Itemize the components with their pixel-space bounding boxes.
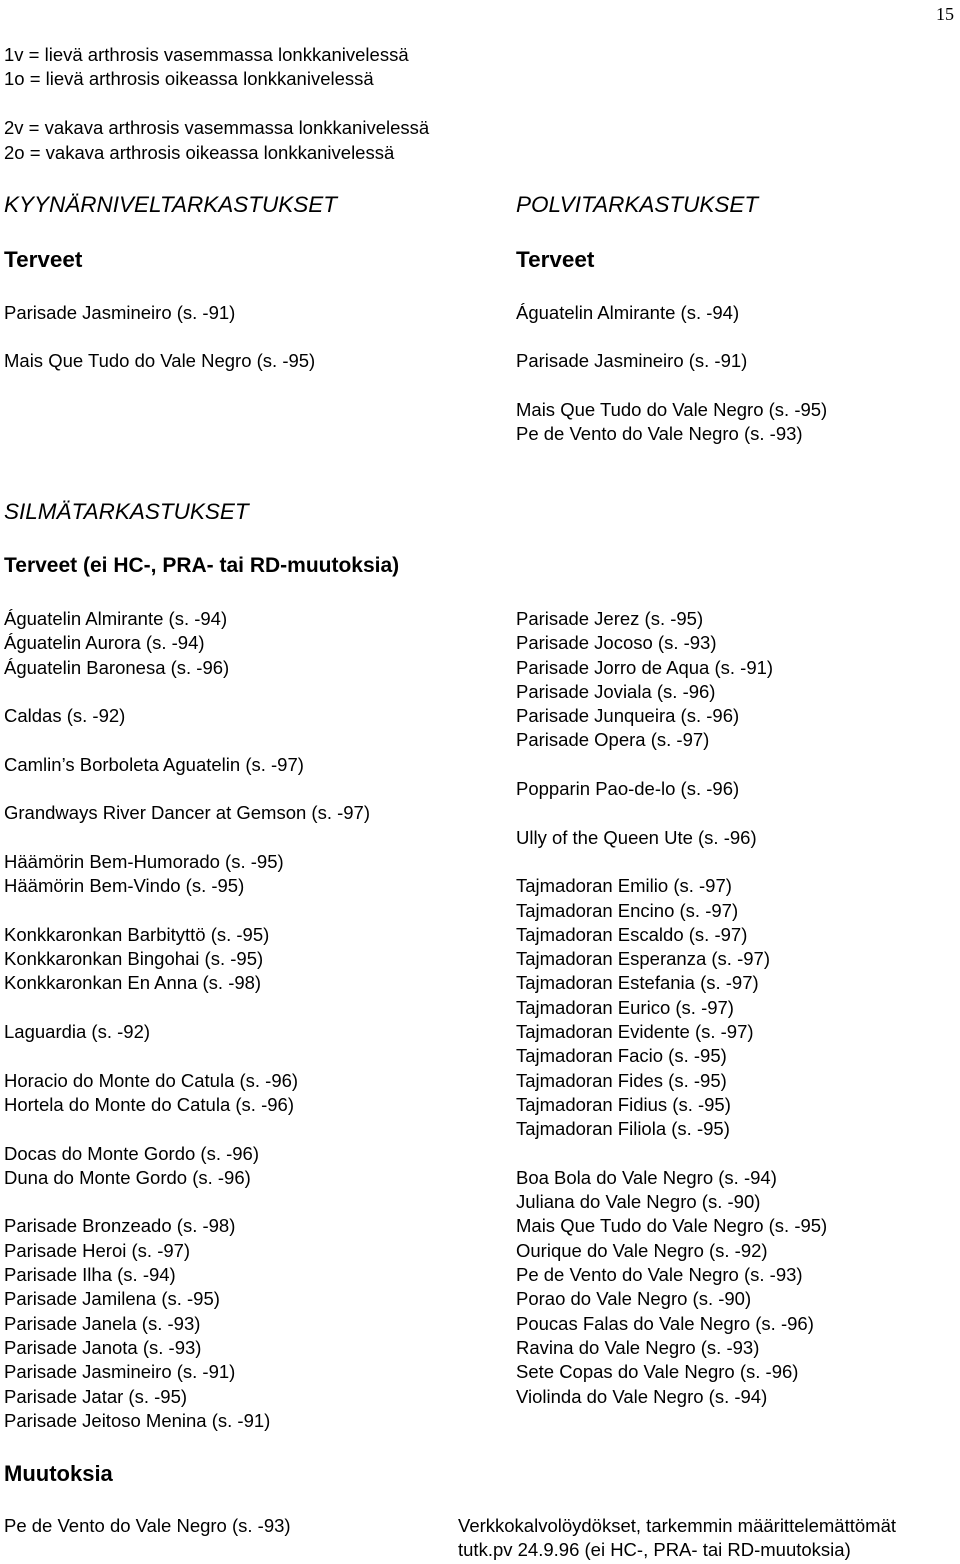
eye-list-spacer (4, 728, 370, 752)
changes-heading: Muutoksia (4, 1461, 113, 1486)
eye-list-item: Häämörin Bem-Humorado (s. -95) (4, 850, 284, 872)
eye-list-item: Águatelin Baronesa (s. -96) (4, 656, 230, 678)
eye-list-spacer (516, 801, 827, 825)
eye-list-spacer (516, 1142, 827, 1166)
elbow-subheading: Terveet (4, 247, 83, 272)
eye-list-item: Tajmadoran Fidius (s. -95) (516, 1093, 731, 1115)
eye-list-item: Parisade Jatar (s. -95) (4, 1385, 188, 1407)
eye-list-item: Parisade Jeitoso Menina (s. -91) (4, 1409, 271, 1431)
eye-list-item: Docas do Monte Gordo (s. -96) (4, 1142, 259, 1164)
eye-list-item: Ravina do Vale Negro (s. -93) (516, 1336, 760, 1358)
eye-list-item: Horacio do Monte do Catula (s. -96) (4, 1069, 299, 1091)
eye-list-item: Laguardia (s. -92) (4, 1021, 151, 1043)
eye-list-item: Porao do Vale Negro (s. -90) (516, 1288, 752, 1310)
eye-list-spacer (516, 850, 827, 874)
eye-list-item: Konkkaronkan Bingohai (s. -95) (4, 948, 264, 970)
page-number: 15 (936, 4, 954, 24)
eye-list-item: Juliana do Vale Negro (s. -90) (516, 1191, 761, 1213)
eye-list-item: Häämörin Bem-Vindo (s. -95) (4, 875, 245, 897)
eye-list-item: Parisade Jamilena (s. -95) (4, 1288, 220, 1310)
eye-list-item: Parisade Ilha (s. -94) (4, 1264, 176, 1286)
eye-list-item: Parisade Jorro de Aqua (s. -91) (516, 656, 774, 678)
eye-list-item: Tajmadoran Encino (s. -97) (516, 899, 739, 921)
eye-list-item: Águatelin Aurora (s. -94) (4, 632, 205, 654)
eye-list-item: Tajmadoran Estefania (s. -97) (516, 972, 759, 994)
eye-list-item: Ourique do Vale Negro (s. -92) (516, 1239, 768, 1261)
eye-list-item: Duna do Monte Gordo (s. -96) (4, 1166, 251, 1188)
eye-list-spacer (4, 1117, 370, 1141)
eye-list-item: Poucas Falas do Vale Negro (s. -96) (516, 1312, 814, 1334)
eye-list-item: Tajmadoran Escaldo (s. -97) (516, 923, 748, 945)
eye-list-item: Tajmadoran Evidente (s. -97) (516, 1021, 754, 1043)
knee-item: Pe de Vento do Vale Negro (s. -93) (516, 423, 803, 444)
eye-list-item: Grandways River Dancer at Gemson (s. -97) (4, 802, 371, 824)
eye-list-item: Parisade Jasmineiro (s. -91) (4, 1361, 236, 1383)
eye-list-item: Konkkaronkan En Anna (s. -98) (4, 972, 262, 994)
eye-list-spacer (4, 1044, 370, 1068)
eye-list-item: Tajmadoran Filiola (s. -95) (516, 1118, 730, 1140)
eye-list-item: Parisade Jocoso (s. -93) (516, 632, 717, 654)
eye-subheading: Terveet (ei HC-, PRA- tai RD-muutoksia) (4, 554, 400, 577)
eye-list-item: Parisade Opera (s. -97) (516, 729, 710, 751)
eye-list-item: Caldas (s. -92) (4, 705, 126, 727)
eye-list-item: Mais Que Tudo do Vale Negro (s. -95) (516, 1215, 828, 1237)
changes-note-line-1: Verkkokalvolöydökset, tarkemmin määrittelemättömät (458, 1515, 897, 1536)
eye-list-item: Pe de Vento do Vale Negro (s. -93) (516, 1264, 803, 1286)
legend-line-4: 2o = vakava arthrosis oikeassa lonkkanivelessä (4, 142, 395, 163)
eye-list-spacer (4, 996, 370, 1020)
eye-list-item: Konkkaronkan Barbityttö (s. -95) (4, 923, 270, 945)
eye-list-spacer (4, 777, 370, 801)
eye-list-item: Popparin Pao-de-lo (s. -96) (516, 778, 740, 800)
eye-list-item: Águatelin Almirante (s. -94) (4, 608, 228, 629)
knee-item: Parisade Jasmineiro (s. -91) (516, 350, 748, 371)
eye-list-item: Tajmadoran Facio (s. -95) (516, 1045, 727, 1067)
eye-list-item: Parisade Junqueira (s. -96) (516, 705, 740, 727)
eye-list-item: Parisade Jerez (s. -95) (516, 608, 704, 629)
changes-note-line-2: tutk.pv 24.9.96 (ei HC-, PRA- tai RD-muutoksia) (458, 1539, 851, 1560)
knee-subheading: Terveet (516, 247, 595, 272)
knee-item: Mais Que Tudo do Vale Negro (s. -95) (516, 399, 828, 420)
eye-list-item: Tajmadoran Eurico (s. -97) (516, 996, 734, 1018)
eye-list-item: Sete Copas do Vale Negro (s. -96) (516, 1361, 799, 1383)
eye-list-item: Ully of the Queen Ute (s. -96) (516, 826, 757, 848)
eye-list-spacer (4, 899, 370, 923)
eye-list-item: Hortela do Monte do Catula (s. -96) (4, 1093, 294, 1115)
eye-list-item: Parisade Janela (s. -93) (4, 1312, 201, 1334)
eye-left-column (4, 607, 370, 1433)
eye-list-item: Boa Bola do Vale Negro (s. -94) (516, 1166, 777, 1188)
eye-list-spacer (4, 680, 370, 704)
eye-list-item: Tajmadoran Fides (s. -95) (516, 1069, 727, 1091)
eye-list-spacer (516, 753, 827, 777)
legend-line-3: 2v = vakava arthrosis vasemmassa lonkkanivelessä (4, 117, 430, 138)
eye-list-item: Parisade Janota (s. -93) (4, 1336, 202, 1358)
elbow-item: Mais Que Tudo do Vale Negro (s. -95) (4, 350, 316, 371)
eye-list-spacer (4, 1190, 370, 1214)
changes-dog: Pe de Vento do Vale Negro (s. -93) (4, 1515, 291, 1536)
legend-line-2: 1o = lievä arthrosis oikeassa lonkkanivelessä (4, 68, 374, 89)
eye-list-item: Violinda do Vale Negro (s. -94) (516, 1385, 768, 1407)
knee-heading: POLVITARKASTUKSET (516, 192, 759, 217)
legend-line-1: 1v = lievä arthrosis vasemmassa lonkkanivelessä (4, 44, 409, 65)
eye-list-item: Camlin’s Borboleta Aguatelin (s. -97) (4, 753, 304, 775)
eye-list-item: Tajmadoran Emilio (s. -97) (516, 875, 732, 897)
eye-list-item: Tajmadoran Esperanza (s. -97) (516, 948, 770, 970)
elbow-heading: KYYNÄRNIVELTARKASTUKSET (4, 192, 337, 217)
eye-list-item: Parisade Joviala (s. -96) (516, 680, 716, 702)
eye-list-item: Parisade Bronzeado (s. -98) (4, 1215, 236, 1237)
eye-right-column (516, 607, 827, 1409)
eye-heading: SILMÄTARKASTUKSET (4, 499, 249, 524)
eye-list-spacer (4, 826, 370, 850)
knee-item: Águatelin Almirante (s. -94) (516, 302, 740, 323)
elbow-item: Parisade Jasmineiro (s. -91) (4, 302, 236, 323)
eye-list-item: Parisade Heroi (s. -97) (4, 1239, 191, 1261)
